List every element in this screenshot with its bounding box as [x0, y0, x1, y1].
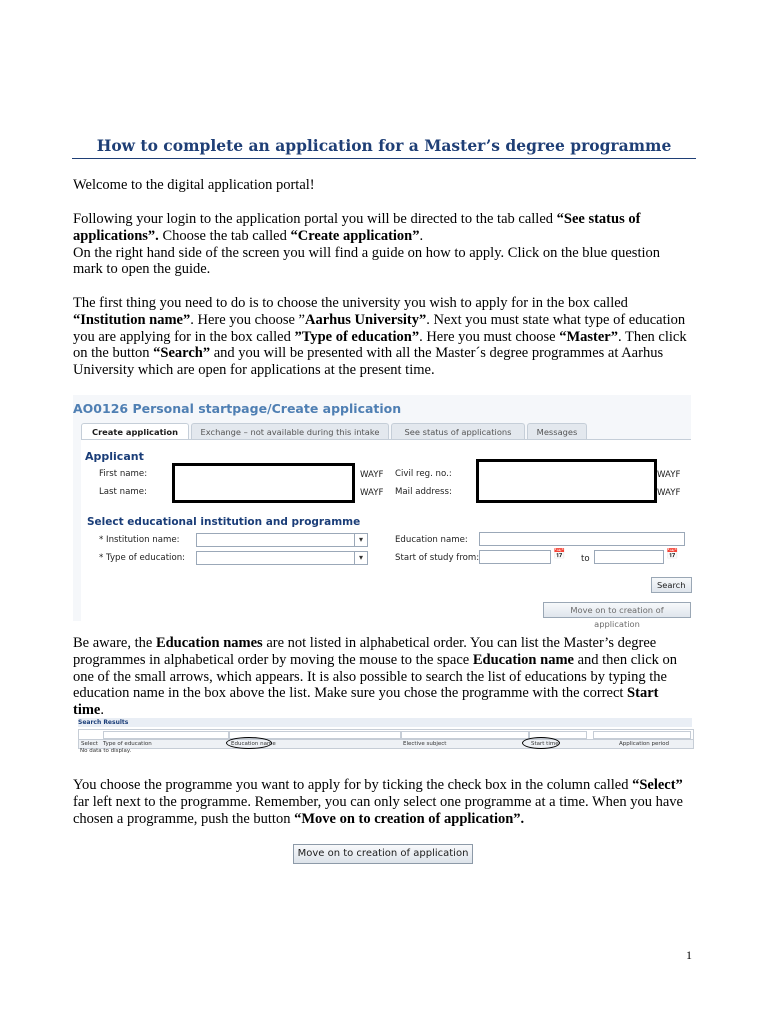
see-status-bold: “See status of applications”. [73, 211, 641, 244]
col-start-time[interactable]: Start time [531, 741, 559, 747]
first-name-label: First name: [99, 469, 148, 479]
filter-period-input[interactable] [593, 731, 691, 739]
p4-a: Be aware, the [73, 635, 156, 651]
chevron-down-icon: ▾ [354, 534, 367, 546]
move-on-to-creation-button[interactable]: Move on to creation of application [293, 844, 473, 864]
redacted-name-box [172, 463, 355, 503]
type-of-education-bold: ”Type of education” [294, 328, 420, 345]
p3-i: . Then click on the button [73, 328, 687, 362]
login-paragraph [73, 211, 693, 278]
search-results-title: Search Results [78, 718, 692, 727]
highlight-start-time-circle [522, 737, 560, 749]
guide-text: On the right hand side of the screen you will find a guide on how to apply. Click on the blue question mark to open the guide. [73, 244, 661, 278]
results-header-row [78, 739, 694, 749]
aarhus-university-bold: Aarhus University” [304, 311, 427, 328]
results-empty-text: No data to display. [80, 748, 132, 754]
p4-e: and then click on one of the small arrows, which appears. It is also possible to search the list of educations by typing the education name in the box above the list. Make sure you chose the programme with the correct [73, 651, 678, 702]
document-title: How to complete an application for a Master’s degree programme [96, 136, 672, 155]
education-name-input[interactable] [479, 532, 685, 546]
p3-c: . Here you choose ” [190, 311, 305, 328]
civil-reg-label: Civil reg. no.: [395, 469, 452, 479]
to-label: to [581, 554, 590, 564]
calendar-icon[interactable]: 📅 [553, 549, 566, 560]
highlight-education-name-circle [226, 737, 272, 749]
search-bold: “Search” [153, 345, 211, 362]
p3-g: . Here you must choose [419, 328, 560, 345]
education-names-paragraph [73, 635, 693, 719]
p3-a: The first thing you need to do is to choose the university you wish to apply for in the box called [73, 295, 628, 311]
tab-bar [81, 423, 691, 439]
type-of-education-select[interactable] [196, 551, 368, 565]
p4-g: . [100, 702, 104, 719]
select-paragraph [73, 777, 693, 827]
chevron-down-icon: ▾ [354, 552, 367, 564]
mail-address-label: Mail address: [395, 487, 452, 497]
redacted-contact-box [476, 459, 657, 503]
education-name-label: Education name: [395, 535, 468, 545]
p5-a: You choose the programme you want to apply for by ticking the check box in the column called [73, 777, 633, 793]
p3-k: and you will be presented with all the Master´s degree programmes at Aarhus University which are open for applications at the present time. [73, 345, 664, 379]
search-button[interactable]: Search [651, 577, 692, 593]
move-on-bold: “Move on to creation of application”. [294, 810, 525, 827]
education-name-bold: Education name [472, 651, 574, 668]
select-bold: “Select” [632, 777, 683, 793]
title-underline [72, 158, 696, 159]
login-text-c: Choose the tab called [158, 227, 291, 244]
wayf-civil-reg: WAYF [657, 470, 681, 480]
col-type-of-education[interactable]: Type of education [103, 741, 152, 747]
p3-e: . Next you must state what type of education you are applying for in the box called [73, 311, 686, 345]
last-name-label: Last name: [99, 487, 147, 497]
p4-c: are not listed in alphabetical order. You can list the Master’s degree programmes in alphabetical order by moving the mouse to the space [73, 635, 657, 668]
col-application-period[interactable]: Application period [619, 741, 669, 747]
tab-create-application[interactable]: Create application [81, 423, 189, 440]
create-application-screenshot [73, 395, 691, 629]
master-bold: “Master” [559, 328, 618, 345]
select-institution-header: Select educational institution and programme [87, 516, 361, 528]
type-of-education-label: * Type of education: [99, 553, 186, 563]
welcome-text: Welcome to the digital application portal! [73, 177, 315, 193]
wayf-mail: WAYF [657, 488, 681, 498]
applicant-header: Applicant [85, 450, 144, 463]
page-number: 1 [686, 948, 692, 962]
login-text-a: Following your login to the application portal you will be directed to the tab called [73, 211, 557, 227]
institution-name-label: * Institution name: [99, 535, 180, 545]
create-application-bold: “Create application” [290, 227, 420, 244]
filter-elective-input[interactable] [401, 731, 529, 739]
search-results-screenshot [78, 718, 692, 760]
start-from-input[interactable] [479, 550, 551, 564]
col-select[interactable]: Select [81, 741, 98, 747]
wayf-last-name: WAYF [360, 488, 384, 498]
institution-name-bold: “Institution name” [73, 311, 191, 328]
col-elective-subject[interactable]: Elective subject [403, 741, 447, 747]
start-time-bold: Start time [73, 685, 659, 719]
wayf-first-name: WAYF [360, 470, 384, 480]
screenshot-page-title: AO0126 Personal startpage/Create application [73, 401, 402, 416]
start-of-study-label: Start of study from: [395, 553, 480, 563]
calendar-icon[interactable]: 📅 [666, 549, 679, 560]
tab-messages[interactable]: Messages [527, 423, 587, 440]
col-education-name[interactable]: Education name [231, 741, 276, 747]
start-to-input[interactable] [594, 550, 664, 564]
p5-c: far left next to the programme. Remember, you can only select one programme at a time. When you have chosen a programme, push the button [73, 793, 683, 827]
tab-see-status[interactable]: See status of applications [391, 423, 525, 440]
education-names-bold: Education names [155, 635, 263, 651]
move-on-button-disabled[interactable]: Move on to creation of application [543, 602, 691, 618]
tab-exchange[interactable]: Exchange – not available during this intake [191, 423, 389, 440]
institution-paragraph [73, 295, 693, 379]
institution-name-select[interactable] [196, 533, 368, 547]
filter-type-input[interactable] [103, 731, 229, 739]
login-text-e: . [419, 227, 424, 244]
application-panel [81, 439, 691, 629]
